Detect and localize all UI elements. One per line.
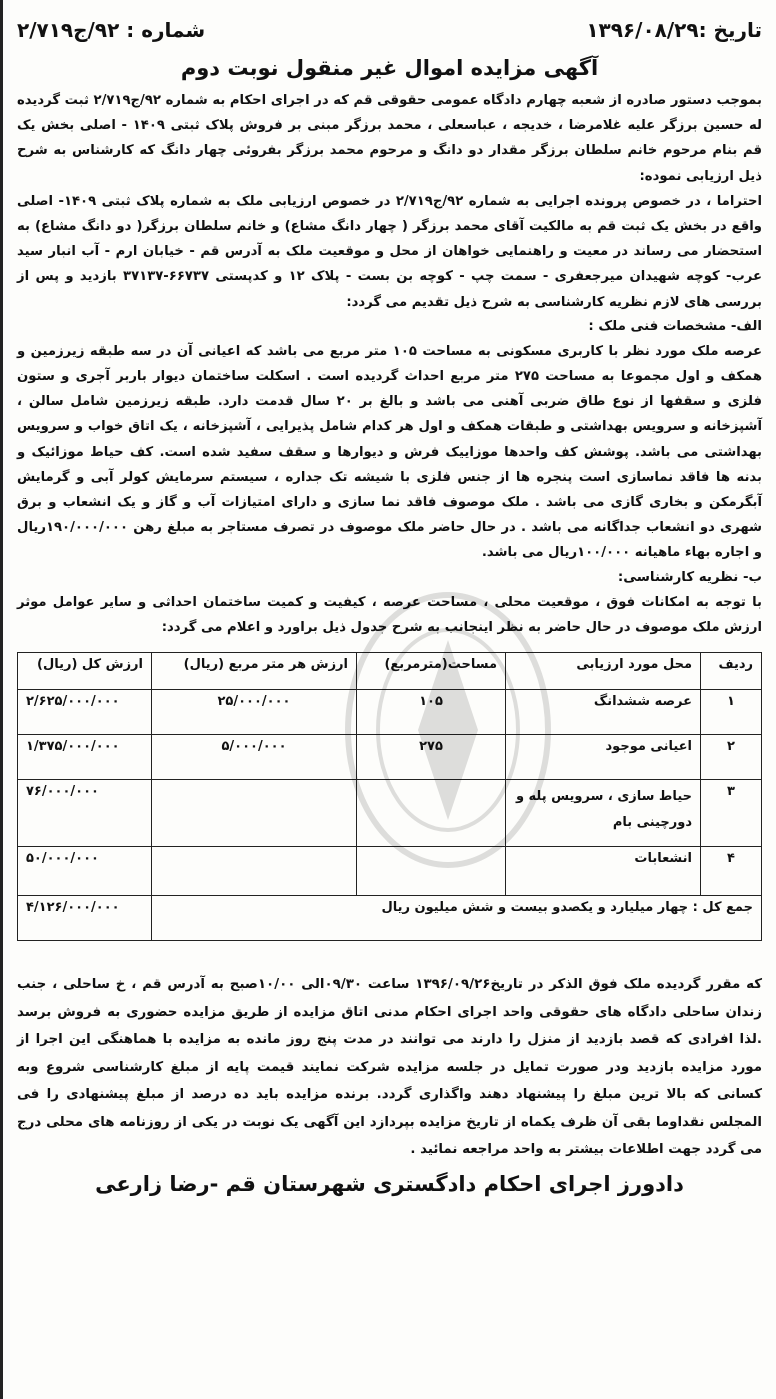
notice-number: شماره : ۹۲/ج۲/۷۱۹ [17,18,206,42]
row-unit-price: ۲۵/۰۰۰/۰۰۰ [152,690,357,735]
row-area [357,847,506,896]
row-total: ۷۶/۰۰۰/۰۰۰ [18,780,152,847]
table-row [18,690,762,735]
row-area: ۲۷۵ [357,735,506,780]
row-unit-price [152,780,357,847]
table-row [18,780,762,847]
header-total: ارزش کل (ریال) [18,653,152,690]
row-radif: ۳ [701,780,762,847]
total-value: ۴/۱۲۶/۰۰۰/۰۰۰ [18,896,152,941]
row-unit-price [152,847,357,896]
row-radif: ۱ [701,690,762,735]
table-total-row [18,896,762,941]
intro-paragraph: بموجب دستور صادره از شعبه چهارم دادگاه عمومی حقوقی قم که در اجرای احکام به شماره ۹۲/ج۲/۷۱۹ ثبت گردیده له حسین برزگر علیه غلامرضا ، خدیجه ، عباسعلی ، محمد برزگر مبنی بر فروش پلاک ثبتی ۱۴۰۹ - اصلی بخش یک قم بنام مرحوم خانم سلطان برزگر مقدار دو دانگ و مرحوم محمد برزگر بفروئی چهار دانگ که کارشناس به شرح ذیل ارزیابی نموده: [17,93,762,184]
total-label: جمع کل : چهار میلیارد و یکصدو بیست و شش میلیون ریال [152,896,762,941]
header-unit-price: ارزش هر متر مربع (ریال) [152,653,357,690]
section-a-title: الف- مشخصات فنی ملک : [588,318,762,334]
row-area: ۱۰۵ [357,690,506,735]
section-a-body: عرصه ملک مورد نظر با کاربری مسکونی به مساحت ۱۰۵ متر مربع می باشد که اعیانی آن در سه طبقه زیرزمین و همکف و اول مجموعا به مساحت ۲۷۵ متر مربع احداث گردیده است . اسکلت ساختمان دیوار باربر آجری و ستون فلزی و سقفها از نوع طاق ضربی آهنی می باشد و بالغ بر ۲۰ سال قدمت دارد. طبقه زیرزمین شامل سالن ، آشپزخانه و سرویس بهداشتی و طبقات همکف و اول هر کدام شامل پذیرایی ، آشپزخانه ، یک اتاق خواب و سرویس بهداشتی می باشد. پوشش کف واحدها موزاییک فرش و دیوارها و سقف سفید شده است. کف حیاط موزائیک و بدنه ها فاقد نماسازی است پنجره ها از جنس فلزی با شیشه تک جداره ، سیستم سرمایش کولر آبی و گرمایش آبگرمکن و بخاری گازی می باشد . ملک موصوف فاقد نما سازی و دارای امتیازات آب و گاز و یک انشعاب و برق شهری دو انشعاب جداگانه می باشد . در حال حاضر ملک موصوف در تصرف مستاجر به مبلغ رهن ۱۹۰/۰۰۰/۰۰۰ریال و اجاره بهاء ماهیانه ۱۰۰/۰۰۰ریال می باشد. [17,343,762,561]
row-place: انشعابات [506,847,701,896]
header-area: مساحت(مترمربع) [357,653,506,690]
header-radif: ردیف [701,653,762,690]
section-b-title: ب- نظریه کارشناسی: [617,569,762,585]
row-place: اعیانی موجود [506,735,701,780]
table-row [18,847,762,896]
report-paragraph: احتراما ، در خصوص پرونده اجرایی به شماره ۹۲/ج۲/۷۱۹ در خصوص ارزیابی ملک به شماره پلاک ثبتی ۱۴۰۹- اصلی واقع در بخش یک ثبت قم به مالکیت آقای محمد برزگر ( چهار دانگ مشاع) و خانم سلطان برزگر( دو دانگ مشاع) به استحضار می رساند در معیت و راهنمایی خواهان از محل و موقعیت ملک به آدرس قم - خیابان ارم - آب انبار سید عرب- کوچه شهیدان میرجعفری - سمت چپ - کوچه بن بست - پلاک ۱۲ و کدپستی ۶۶۷۳۷-۳۷۱۳۷ بازدید و پس از بررسی های لازم نظریه کارشناسی به شرح ذیل تقدیم می گردد: [17,193,762,310]
section-b-body: با توجه به امکانات فوق ، موقعیت محلی ، مساحت عرصه ، کیفیت و کمیت ساختمان احداثی و سایر عوامل موثر ارزش ملک موصوف در حال حاضر به نظر اینجانب به شرح جدول ذیل براورد و اعلام می گردد: [17,594,762,635]
header-place: محل مورد ارزیابی [506,653,701,690]
row-place: حیاط سازی ، سرویس پله و دورچینی بام [506,780,701,847]
notice-title: آگهی مزایده اموال غیر منقول نوبت دوم [180,56,599,80]
evaluation-table [17,652,762,941]
row-radif: ۲ [701,735,762,780]
row-total: ۱/۳۷۵/۰۰۰/۰۰۰ [18,735,152,780]
signature-line: دادورز اجرای احکام دادگستری شهرستان قم -رضا زارعی [95,1171,684,1196]
table-header-row [18,653,762,690]
row-area [357,780,506,847]
row-unit-price: ۵/۰۰۰/۰۰۰ [152,735,357,780]
row-radif: ۴ [701,847,762,896]
table-row [18,735,762,780]
row-place: عرصه ششدانگ [506,690,701,735]
row-total: ۵۰/۰۰۰/۰۰۰ [18,847,152,896]
closing-paragraph: که مقرر گردیده ملک فوق الذکر در تاریخ۱۳۹۶/۰۹/۲۶ ساعت ۰۹/۳۰الی ۱۰/۰۰صبح به آدرس قم ، خ ساحلی ، جنب زندان ساحلی دادگاه های حقوقی واحد اجرای احکام مدنی اتاق مزایده از طریق مزایده حضوری به فروش برسد .لذا افرادی که قصد بازدید از منزل را دارند می توانند در مدت پنج روز مانده به مزایده با هماهنگی این اجرا از مورد مزایده بازدید ودر صورت تمایل در جلسه مزایده شرکت نمایند قیمت پایه از مبلغ کارشناسی شروع وبه کسانی که بالا ترین مبلغ را پیشنهاد دهند واگذاری گردد. برنده مزایده باید ده درصد از مبلغ پیشنهادی را فی المجلس نقداوما بقی آن ظرف یکماه از تاریخ مزایده بپردازد این آگهی یک نوبت در یکی از روزنامه های محلی درج می گردد جهت اطلاعات بیشتر به واحد مراجعه نمائید . [17,977,762,1158]
header-line [17,8,762,52]
row-total: ۲/۶۲۵/۰۰۰/۰۰۰ [18,690,152,735]
notice-date: تاریخ :۱۳۹۶/۰۸/۲۹ [586,18,762,42]
